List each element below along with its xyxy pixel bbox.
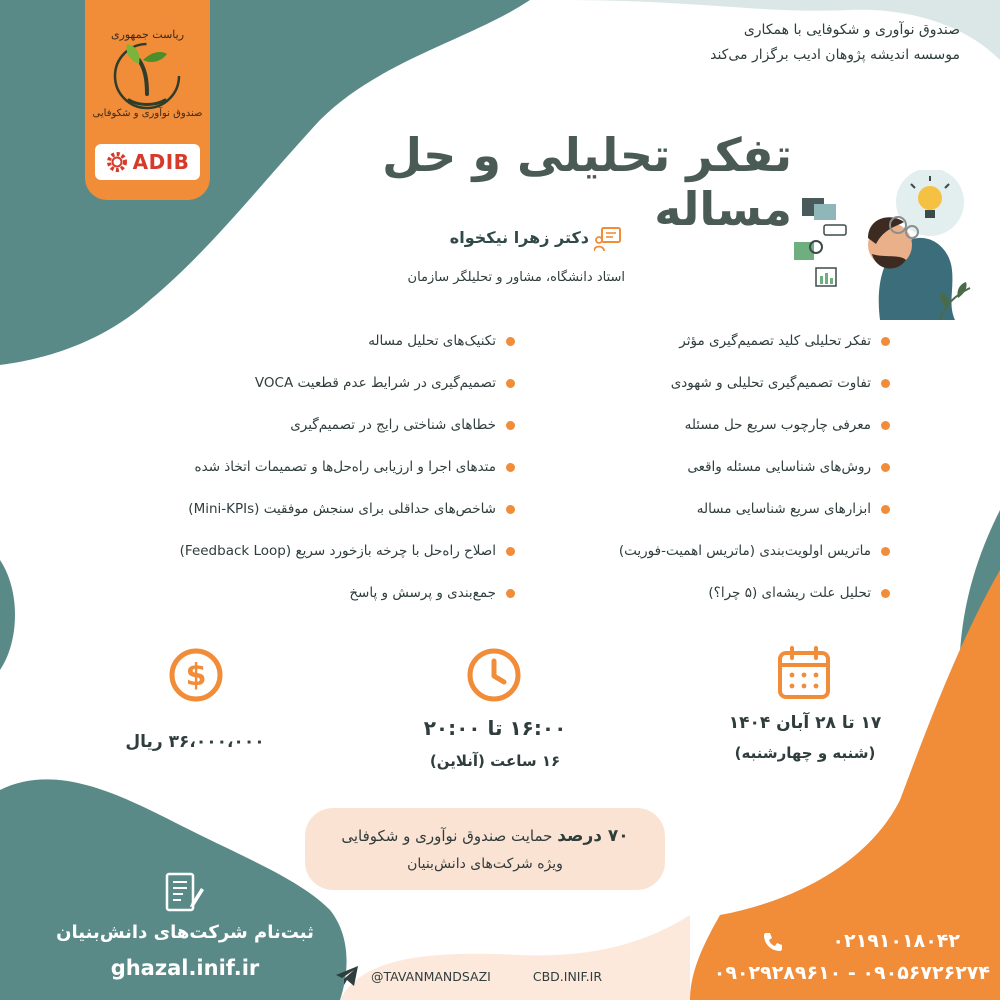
bullet-dot [881, 463, 890, 472]
bullet-dot [881, 589, 890, 598]
support-text: حمایت صندوق نوآوری و شکوفایی [341, 827, 558, 845]
topics-right-column [490, 330, 890, 610]
telegram-icon[interactable] [335, 965, 359, 987]
register-label: ثبت‌نام شرکت‌های دانش‌بنیان [56, 922, 314, 943]
topic-item [490, 498, 890, 520]
topic-item [490, 540, 890, 562]
bullet-dot [881, 421, 890, 430]
bullet-dot [881, 379, 890, 388]
bullet-dot [506, 379, 515, 388]
telegram-handle[interactable]: @TAVANMANDSAZI [371, 968, 491, 984]
thinking-person-illustration [780, 170, 990, 320]
organizer-text [540, 18, 960, 68]
schedule-time: ۱۶:۰۰ تا ۲۰:۰۰ [423, 716, 567, 740]
organizer-line-1: صندوق نوآوری و شکوفایی با همکاری [743, 22, 960, 38]
topic-text: تصمیم‌گیری در شرایط عدم قطعیت VOCA [254, 375, 496, 391]
logo-seal-top-text: ریاست جمهوری [110, 28, 185, 41]
topic-item [115, 456, 515, 478]
topic-text: تفاوت تصمیم‌گیری تحلیلی و شهودی [670, 375, 871, 391]
left-leaf [0, 560, 15, 670]
presenter-role: استاد دانشگاه، مشاور و تحلیلگر سازمان [407, 270, 625, 285]
topic-item [115, 372, 515, 394]
svg-text:$: $ [185, 658, 207, 693]
topic-item [490, 372, 890, 394]
topic-item [115, 330, 515, 352]
topic-item [490, 456, 890, 478]
website-link[interactable]: CBD.INIF.IR [532, 968, 603, 984]
topic-item [490, 414, 890, 436]
adib-wordmark: ADIB [132, 150, 190, 174]
topic-text: خطاهای شناختی رایج در تصمیم‌گیری [290, 417, 496, 433]
phone-numbers-mobile[interactable]: ۰۹۰۵۶۷۲۶۲۷۴ - ۰۹۰۲۹۲۸۹۶۱۰ [713, 962, 990, 984]
page-title: تفکر تحلیلی و حل مساله [382, 128, 792, 236]
topic-text: ابزارهای سریع شناسایی مساله [696, 501, 871, 517]
support-line-2: ویژه شرکت‌های دانش‌بنیان [407, 856, 563, 872]
topic-text: متدهای اجرا و ارزیابی راه‌حل‌ها و تصمیمات اتخاذ شده [194, 459, 496, 475]
phone-number-1[interactable]: ۰۲۱۹۱۰۱۸۰۴۲ [832, 930, 960, 952]
topic-text: تکنیک‌های تحلیل مساله [368, 333, 496, 349]
calendar-icon [776, 645, 832, 701]
topic-item [115, 414, 515, 436]
support-line-1 [305, 826, 665, 846]
logo-seal-bottom-text: صندوق نوآوری و شکوفایی [92, 108, 203, 119]
topic-text: شاخص‌های حداقلی برای سنجش موفقیت (Mini-KPIs) [188, 501, 496, 517]
topic-text: معرفی چارچوب سریع حل مسئله [684, 417, 871, 433]
logo-card [85, 0, 210, 200]
support-percent: ۷۰ درصد [557, 826, 629, 846]
register-link[interactable]: ghazal.inif.ir [110, 956, 260, 980]
gear-icon [106, 151, 128, 173]
bullet-dot [506, 337, 515, 346]
topic-item [490, 330, 890, 352]
topic-text: جمع‌بندی و پرسش و پاسخ [349, 585, 496, 601]
form-icon [163, 870, 205, 914]
organizer-line-2: موسسه اندیشه پژوهان ادیب برگزار می‌کند [710, 47, 960, 63]
adib-logo [95, 144, 200, 180]
support-pill [305, 808, 665, 890]
topic-item [115, 582, 515, 604]
schedule-duration: ۱۶ ساعت (آنلاین) [429, 752, 561, 770]
bottom-peach [340, 915, 690, 1000]
bullet-dot [506, 589, 515, 598]
bullet-dot [881, 337, 890, 346]
bullet-dot [506, 421, 515, 430]
topic-text: ماتریس اولویت‌بندی (ماتریس اهمیت-فوریت) [618, 543, 871, 559]
topic-text: تفکر تحلیلی کلید تصمیم‌گیری مؤثر [679, 333, 871, 349]
social-row [335, 965, 625, 987]
clock-icon [466, 647, 522, 703]
topic-item [115, 540, 515, 562]
topic-text: روش‌های شناسایی مسئله واقعی [687, 459, 871, 475]
price: ۳۶،۰۰۰،۰۰۰ ریال [125, 732, 265, 752]
topic-item [115, 498, 515, 520]
bullet-dot [506, 505, 515, 514]
topic-text: تحلیل علت ریشه‌ای (۵ چرا؟) [708, 585, 871, 601]
bullet-dot [506, 547, 515, 556]
schedule-date: ۱۷ تا ۲۸ آبان ۱۴۰۴ [728, 713, 882, 733]
topics-left-column [115, 330, 515, 610]
presenter-name: دکتر زهرا نیکخواه [449, 228, 589, 247]
schedule-days: (شنبه و چهارشنبه) [734, 744, 876, 762]
bullet-dot [881, 547, 890, 556]
presenter [295, 228, 625, 247]
bullet-dot [881, 505, 890, 514]
dollar-icon [168, 647, 224, 703]
topic-text: اصلاح راه‌حل با چرخه بازخورد سریع (Feedback Loop) [179, 543, 496, 559]
bullet-dot [506, 463, 515, 472]
topic-item [490, 582, 890, 604]
